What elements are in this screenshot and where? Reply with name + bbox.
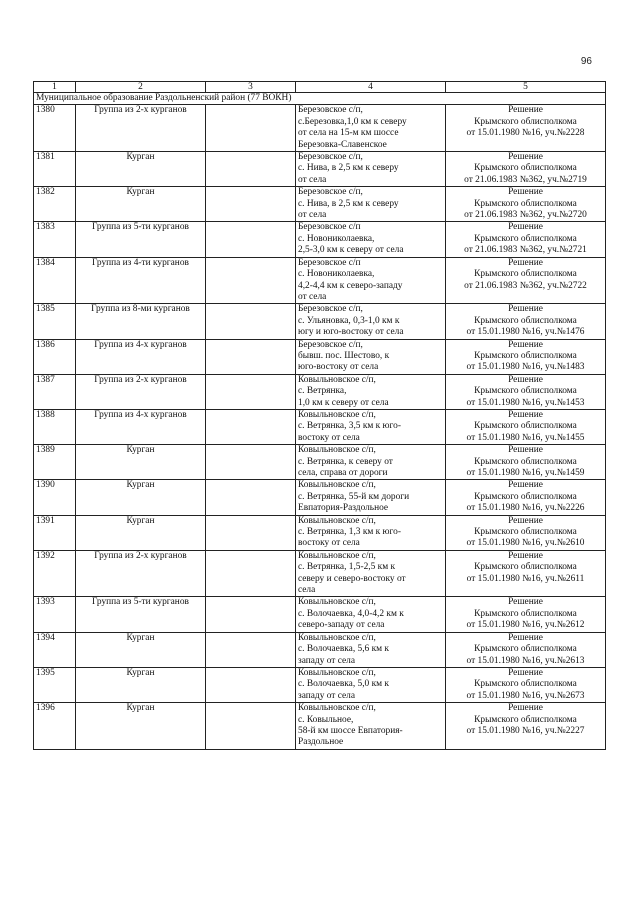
decision-cell	[446, 304, 606, 339]
location-line: с. Новониколаевка,	[298, 233, 375, 244]
location-line: Березовское с/п	[298, 257, 361, 268]
location-line: с. Ульяновка, 0,3-1,0 км к	[298, 315, 400, 326]
decision-line: Крымского облисполкома	[474, 163, 577, 174]
row-number: 1385	[34, 304, 76, 339]
table-row	[34, 187, 606, 222]
decision-line: от 15.01.1980 №16, уч.№2227	[466, 725, 585, 736]
location-cell	[296, 187, 446, 222]
table-row	[34, 515, 606, 550]
table-row	[34, 105, 606, 152]
decision-line: от 15.01.1980 №16, уч.№2612	[466, 620, 585, 631]
decision-line: Решение	[508, 257, 543, 268]
row-number: 1382	[34, 187, 76, 222]
column-3-cell	[206, 257, 296, 304]
decision-cell	[446, 222, 606, 257]
decision-line: Крымского облисполкома	[474, 679, 577, 690]
location-line: северо-западу от села	[298, 620, 385, 631]
monument-name: Курган	[76, 515, 206, 550]
row-number: 1393	[34, 597, 76, 632]
decision-line: Решение	[508, 632, 543, 643]
location-cell	[296, 480, 446, 515]
location-line: юго-востоку от села	[298, 362, 379, 373]
table-row	[34, 703, 606, 750]
decision-line: Решение	[508, 597, 543, 608]
table-row	[34, 339, 606, 374]
column-number: 4	[296, 82, 446, 93]
decision-line: Крымского облисполкома	[474, 116, 577, 127]
location-cell	[296, 703, 446, 750]
row-number: 1388	[34, 409, 76, 444]
decision-line: от 15.01.1980 №16, уч.№1459	[466, 468, 585, 478]
location-line: Березовское с/п,	[298, 339, 363, 350]
decision-cell	[446, 597, 606, 632]
row-number: 1384	[34, 257, 76, 304]
decision-line: Решение	[508, 409, 543, 420]
location-line: востоку от села	[298, 538, 360, 549]
decision-line: Крымского облисполкома	[474, 315, 577, 326]
decision-line: Решение	[508, 304, 543, 315]
table-row	[34, 222, 606, 257]
decision-line: Решение	[508, 374, 543, 385]
location-line: Ковыльновское с/п,	[298, 374, 376, 385]
decision-line: Крымского облисполкома	[474, 527, 577, 538]
monument-name: Группа из 2-х курганов	[76, 105, 206, 152]
monument-name: Курган	[76, 187, 206, 222]
row-number: 1389	[34, 445, 76, 480]
column-3-cell	[206, 152, 296, 187]
location-cell	[296, 222, 446, 257]
column-3-cell	[206, 339, 296, 374]
column-3-cell	[206, 187, 296, 222]
row-number: 1396	[34, 703, 76, 750]
table-row	[34, 597, 606, 632]
row-number: 1390	[34, 480, 76, 515]
page-number: 96	[580, 56, 592, 67]
decision-cell	[446, 445, 606, 480]
column-3-cell	[206, 304, 296, 339]
location-cell	[296, 632, 446, 667]
location-line: села, справа от дороги	[298, 468, 388, 478]
monument-name: Группа из 2-х курганов	[76, 550, 206, 597]
location-cell	[296, 339, 446, 374]
section-header-row	[34, 93, 606, 105]
location-line: с. Ветрянка, к северу от	[298, 456, 393, 467]
column-3-cell	[206, 445, 296, 480]
location-line: с. Новониколаевка,	[298, 269, 375, 280]
decision-line: Крымского облисполкома	[474, 269, 577, 280]
row-number: 1394	[34, 632, 76, 667]
location-line: 4,2-4,4 км к северо-западу	[298, 280, 403, 291]
location-line: с. Ветрянка, 55-й км дороги	[298, 491, 410, 502]
location-line: 2,5-3,0 км к северу от села	[298, 245, 404, 256]
decision-cell	[446, 667, 606, 702]
decision-line: от 21.06.1983 №362, уч.№2719	[464, 174, 587, 185]
column-3-cell	[206, 632, 296, 667]
decision-cell	[446, 703, 606, 750]
location-line: с. Ковыльное,	[298, 714, 354, 725]
monument-name: Курган	[76, 152, 206, 187]
table-row	[34, 257, 606, 304]
row-number: 1395	[34, 667, 76, 702]
row-number: 1380	[34, 105, 76, 152]
decision-cell	[446, 409, 606, 444]
location-line: бывш. пос. Шестово, к	[298, 350, 390, 361]
column-3-cell	[206, 550, 296, 597]
row-number: 1391	[34, 515, 76, 550]
decision-cell	[446, 480, 606, 515]
location-line: с. Волочаевка, 5,6 км к	[298, 644, 389, 655]
location-line: от села на 15-м км шоссе	[298, 128, 399, 139]
decision-line: Решение	[508, 339, 543, 350]
decision-line: от 15.01.1980 №16, уч.№1453	[466, 397, 585, 408]
decision-line: от 15.01.1980 №16, уч.№2228	[466, 128, 585, 139]
decision-cell	[446, 515, 606, 550]
location-line: югу и юго-востоку от села	[298, 327, 404, 338]
location-line: с. Нива, в 2,5 км к северу	[298, 198, 399, 209]
location-line: 1,0 км к северу от села	[298, 397, 389, 408]
decision-cell	[446, 105, 606, 152]
location-cell	[296, 515, 446, 550]
column-3-cell	[206, 374, 296, 409]
location-cell	[296, 550, 446, 597]
decision-line: Решение	[508, 222, 543, 233]
monument-name: Группа из 5-ти курганов	[76, 597, 206, 632]
location-line: западу от села	[298, 690, 356, 701]
column-number-row	[34, 82, 606, 93]
location-line: с. Нива, в 2,5 км к северу	[298, 163, 399, 174]
monument-name: Группа из 4-х курганов	[76, 409, 206, 444]
monument-name: Группа из 5-ти курганов	[76, 222, 206, 257]
location-line: Березовское с/п,	[298, 304, 363, 315]
location-line: с. Волочаевка, 4,0-4,2 км к	[298, 608, 404, 619]
location-line: Раздольное	[298, 737, 344, 748]
column-3-cell	[206, 667, 296, 702]
decision-line: Решение	[508, 703, 543, 714]
decision-line: Крымского облисполкома	[474, 233, 577, 244]
decision-line: от 21.06.1983 №362, уч.№2720	[464, 210, 587, 221]
location-cell	[296, 304, 446, 339]
decision-cell	[446, 257, 606, 304]
location-cell	[296, 597, 446, 632]
location-line: Березовское с/п	[298, 222, 361, 233]
decision-line: от 15.01.1980 №16, уч.№2226	[466, 503, 585, 514]
location-line: Ковыльновское с/п,	[298, 480, 376, 491]
table-row	[34, 445, 606, 480]
decision-cell	[446, 632, 606, 667]
table-row	[34, 667, 606, 702]
location-cell	[296, 667, 446, 702]
monument-name: Курган	[76, 703, 206, 750]
location-line: Березовка-Славенское	[298, 139, 387, 150]
decision-line: Крымского облисполкома	[474, 608, 577, 619]
monuments-table	[33, 81, 606, 750]
row-number: 1392	[34, 550, 76, 597]
decision-line: Крымского облисполкома	[474, 456, 577, 467]
decision-line: Решение	[508, 445, 543, 456]
location-line: востоку от села	[298, 432, 360, 443]
location-line: Березовское с/п,	[298, 152, 363, 163]
location-line: Ковыльновское с/п,	[298, 409, 376, 420]
location-line: Ковыльновское с/п,	[298, 632, 376, 643]
column-number: 2	[76, 82, 206, 93]
location-line: села	[298, 585, 316, 596]
decision-cell	[446, 550, 606, 597]
table-row	[34, 374, 606, 409]
location-cell	[296, 105, 446, 152]
location-line: северу и северо-востоку от	[298, 573, 406, 584]
decision-line: Решение	[508, 667, 543, 678]
column-3-cell	[206, 703, 296, 750]
location-line: от села	[298, 174, 327, 185]
table-row	[34, 550, 606, 597]
table-row	[34, 632, 606, 667]
monument-name: Курган	[76, 632, 206, 667]
decision-cell	[446, 152, 606, 187]
decision-line: Решение	[508, 550, 543, 561]
location-cell	[296, 257, 446, 304]
location-line: Березовское с/п,	[298, 105, 363, 116]
column-3-cell	[206, 515, 296, 550]
column-number: 3	[206, 82, 296, 93]
location-line: с. Ветрянка, 1,3 км к юго-	[298, 527, 401, 538]
decision-line: Решение	[508, 152, 543, 163]
column-number: 1	[34, 82, 76, 93]
table-row	[34, 304, 606, 339]
location-cell	[296, 409, 446, 444]
decision-cell	[446, 187, 606, 222]
decision-line: Решение	[508, 187, 543, 198]
location-line: Евпатория-Раздольное	[298, 503, 389, 514]
monument-name: Курган	[76, 480, 206, 515]
row-number: 1383	[34, 222, 76, 257]
table-row	[34, 409, 606, 444]
decision-line: Решение	[508, 515, 543, 526]
decision-line: Крымского облисполкома	[474, 386, 577, 397]
row-number: 1387	[34, 374, 76, 409]
decision-line: от 15.01.1980 №16, уч.№1483	[466, 362, 585, 373]
decision-line: Крымского облисполкома	[474, 350, 577, 361]
location-line: Ковыльновское с/п,	[298, 550, 376, 561]
section-title: Муниципальное образование Раздольненский район (77 ВОКН)	[34, 93, 606, 105]
decision-line: от 21.06.1983 №362, уч.№2722	[464, 280, 587, 291]
decision-line: от 15.01.1980 №16, уч.№2673	[466, 690, 585, 701]
decision-line: Крымского облисполкома	[474, 198, 577, 209]
monument-name: Группа из 4-х курганов	[76, 339, 206, 374]
column-3-cell	[206, 409, 296, 444]
row-number: 1386	[34, 339, 76, 374]
decision-line: Крымского облисполкома	[474, 714, 577, 725]
location-line: Ковыльновское с/п,	[298, 667, 376, 678]
monument-name: Курган	[76, 445, 206, 480]
location-line: Ковыльновское с/п,	[298, 515, 376, 526]
row-number: 1381	[34, 152, 76, 187]
table-row	[34, 152, 606, 187]
decision-line: от 15.01.1980 №16, уч.№2611	[466, 573, 585, 584]
decision-line: от 15.01.1980 №16, уч.№2613	[466, 655, 585, 666]
location-line: Ковыльновское с/п,	[298, 703, 376, 714]
decision-line: Решение	[508, 105, 543, 116]
location-line: от села	[298, 210, 327, 221]
location-line: 58-й км шоссе Евпатория-	[298, 725, 403, 736]
location-line: Березовское с/п,	[298, 187, 363, 198]
location-cell	[296, 374, 446, 409]
location-line: Ковыльновское с/п,	[298, 597, 376, 608]
decision-line: Крымского облисполкома	[474, 421, 577, 432]
decision-line: Решение	[508, 480, 543, 491]
column-3-cell	[206, 222, 296, 257]
decision-line: Крымского облисполкома	[474, 644, 577, 655]
location-line: от села	[298, 291, 327, 302]
decision-line: Крымского облисполкома	[474, 562, 577, 573]
column-3-cell	[206, 597, 296, 632]
location-line: с. Ветрянка, 3,5 км к юго-	[298, 421, 401, 432]
location-cell	[296, 445, 446, 480]
monument-name: Группа из 2-х курганов	[76, 374, 206, 409]
decision-line: от 21.06.1983 №362, уч.№2721	[464, 245, 587, 256]
location-line: западу от села	[298, 655, 356, 666]
column-number: 5	[446, 82, 606, 93]
monument-name: Группа из 8-ми курганов	[76, 304, 206, 339]
monument-name: Группа из 4-ти курганов	[76, 257, 206, 304]
decision-cell	[446, 339, 606, 374]
location-line: с. Волочаевка, 5,0 км к	[298, 679, 389, 690]
decision-line: от 15.01.1980 №16, уч.№1455	[466, 432, 585, 443]
decision-cell	[446, 374, 606, 409]
decision-line: от 15.01.1980 №16, уч.№2610	[466, 538, 585, 549]
location-line: с.Березовка,1,0 км к северу	[298, 116, 407, 127]
location-line: Ковыльновское с/п,	[298, 445, 376, 456]
column-3-cell	[206, 480, 296, 515]
decision-line: Крымского облисполкома	[474, 491, 577, 502]
decision-line: от 15.01.1980 №16, уч.№1476	[466, 327, 585, 338]
column-3-cell	[206, 105, 296, 152]
location-cell	[296, 152, 446, 187]
table-row	[34, 480, 606, 515]
location-line: с. Ветрянка,	[298, 386, 347, 397]
monument-name: Курган	[76, 667, 206, 702]
location-line: с. Ветрянка, 1,5-2,5 км к	[298, 562, 396, 573]
